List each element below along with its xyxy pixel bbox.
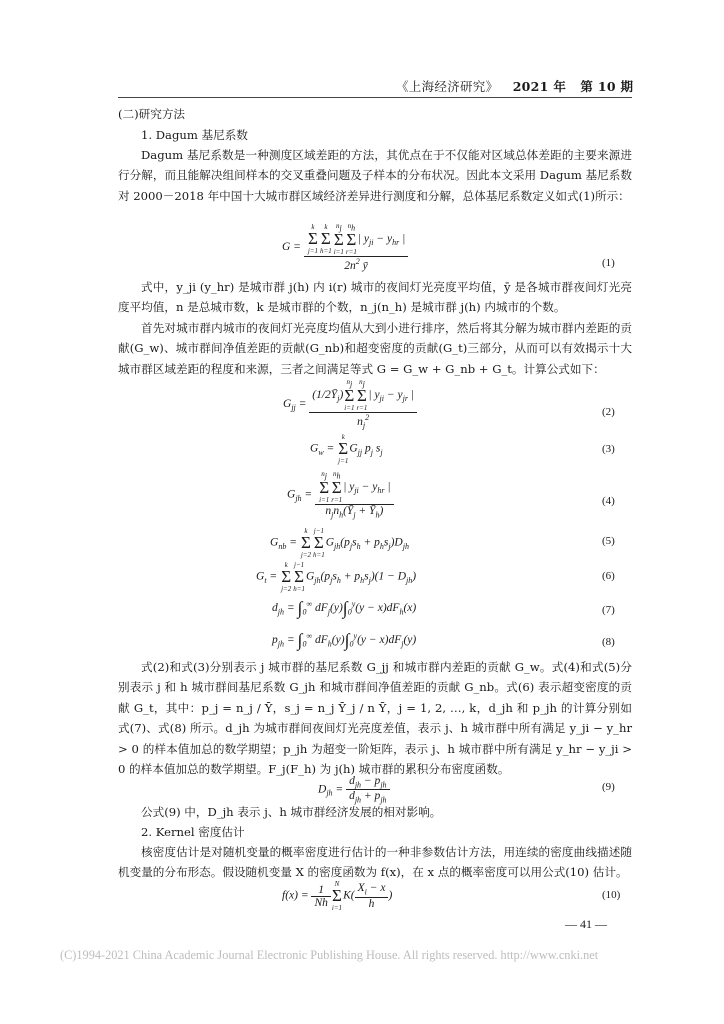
eq-number-6: (6) bbox=[602, 570, 615, 582]
equation-2: $G_{jj}$ = $(1/2Ȳ_j)n_j$ Σ $i=1n_j$ Σ r=1| $y_{ji} - y_{jr}$ | $n_j^2$ bbox=[283, 378, 417, 431]
eq-number-10: (10) bbox=[602, 889, 621, 901]
subsection-kernel: 2. Kernel 密度估计 bbox=[141, 825, 245, 839]
eq-number-2: (2) bbox=[602, 406, 615, 418]
paragraph-djh: 公式(9) 中，D_jh 表示 j、h 城市群经济发展的相对影响。 bbox=[141, 805, 442, 819]
paragraph-explanation: 式(2)和式(3)分别表示 j 城市群的基尼系数 G_jj 和城市群内差距的贡献 G_w。式(4)和式(5)分别表示 j 和 h 城市群间基尼系数 G_jh 和城市群间净值差距的贡献 G_nb。式(6) 表示超变密度的贡献 G_t，其中：p_j = n_j / Ȳ，s_j = n_j Ȳ_j / n Ȳ，j = 1, 2, …, k，d_jh 和 p_jh 的计算分别如式(7)、式(8) 所示。d_jh 为城市群间夜间灯光亮度差值，表示 j、h 城市群中所有满足 y_ji − y_hr > 0 的样本值加总的数学期望；p_jh 为超变一阶矩阵，表示 j、h 城市群中所有满足 y_hr − y_ji > 0 的样本值加总的数学期望。F_j(F_h) 为 j(h) 城市群的累积分布密度函数。 bbox=[118, 660, 632, 777]
equation-5: $G_{nb} = k$ Σ j=2j−1 Σ $h=1G_{jh}(p_js_h + p_hs_j)D_{jh}$ bbox=[270, 527, 409, 559]
eq-number-9: (9) bbox=[602, 781, 615, 793]
page-number: — 41 — bbox=[565, 917, 607, 931]
subsection-dagum: 1. Dagum 基尼系数 bbox=[141, 128, 248, 142]
equation-4: $G_{jh}$ = $n_j$ Σ $i=1n_h$ Σ r=1| $y_{ji} - y_{hr}$ | $n_jn_h(Ȳ_j$ + $Ȳ_h$) bbox=[287, 470, 394, 520]
eq-number-7: (7) bbox=[602, 604, 615, 616]
eq-number-4: (4) bbox=[602, 495, 615, 507]
eq-number-8: (8) bbox=[602, 636, 615, 648]
eq-number-3: (3) bbox=[602, 443, 615, 455]
journal-year: 2021 年 bbox=[512, 79, 567, 94]
paragraph-dagum-intro: Dagum 基尼系数是一种测度区域差距的方法，其优点在于不仅能对区域总体差距的主要来源进行分解，而且能解决组间样本的交叉重叠问题及子样本的分布状况。因此本文采用 Dagum 基尼系数对 2000－2018 年中国十大城市群区域经济差异进行测度和分解，总体基尼系数定义如式(1)所示： bbox=[118, 148, 632, 203]
equation-8: $p_{jh} = \int_0^\infty$ $dF_h(y)\int_0^y(y - x)dF_j(y)$ bbox=[272, 630, 417, 650]
equation-6: $G_t = k$ Σ j=2j−1 Σ $h=1G_{jh}(p_js_h + p_hs_j)(1 - D_{jh})$ bbox=[256, 561, 417, 593]
eq-number-1: (1) bbox=[602, 257, 615, 269]
eq-number-5: (5) bbox=[602, 535, 615, 547]
journal-header bbox=[396, 77, 633, 95]
paragraph-symbols: 式中，y_ji (y_hr) 是城市群 j(h) 内 i(r) 城市的夜间灯光亮度平均值，ȳ 是各城市群夜间灯光亮度平均值，n 是总城市数，k 是城市群的个数，n_j(n_h) 是城市群 j(h) 内城市的个数。 bbox=[118, 280, 632, 315]
equation-1: G = k Σ j=1k Σ $h=1n_j$ Σ $i=1n_h$ Σ r=1| $y_{ji} - y_{hr}$ | $2n^2$ ȳ bbox=[282, 222, 408, 272]
equation-3: $G_w = k$ Σ $j=1G_{jj}$ $p_j$ $s_j$ bbox=[310, 433, 383, 465]
equation-7: $d_{jh} = \int_0^\infty$ $dF_j(y)\int_0^y(y - x)dF_h(x)$ bbox=[272, 598, 417, 618]
equation-9: $D_{jh}$ = $\frac{d_{jh} - p_{jh}}{d_{jh} + p_{jh}}$ bbox=[318, 775, 390, 805]
paragraph-kernel: 核密度估计是对随机变量的概率密度进行估计的一种非参数估计方法，用连续的密度曲线描述随机变量的分布形态。假设随机变量 X 的密度函数为 f(x)，在 x 点的概率密度可以用公式(10) 估计。 bbox=[118, 845, 632, 880]
header-rule bbox=[118, 97, 632, 98]
journal-name: 《上海经济研究》 bbox=[396, 79, 499, 94]
section-title: (二)研究方法 bbox=[118, 107, 186, 121]
journal-issue: 第 10 期 bbox=[580, 79, 634, 94]
copyright-footer: (C)1994-2021 China Academic Journal Electronic Publishing House. All rights reserved. http://www.cnki.net bbox=[60, 948, 599, 962]
paragraph-decomposition: 首先对城市群内城市的夜间灯光亮度均值从大到小进行排序，然后将其分解为城市群内差距的贡献(G_w)、城市群间净值差距的贡献(G_nb)和超变密度的贡献(G_t)三部分，从而可以有效揭示十大城市群区域差距的程度和来源，三者之间满足等式 G = G_w + G_nb + G_t。计算公式如下： bbox=[118, 321, 632, 376]
equation-10: f(x) = $\frac{1}{Nh}$ N Σ i=1K( $\frac{X_i - x}{h}$ ) bbox=[282, 880, 393, 912]
